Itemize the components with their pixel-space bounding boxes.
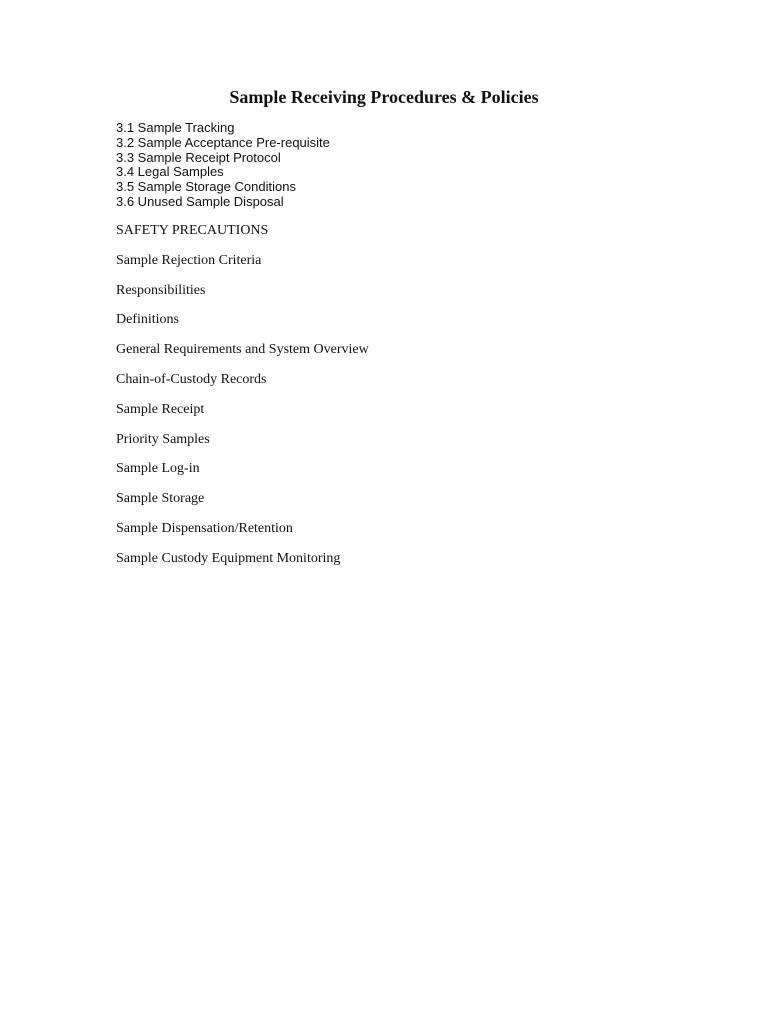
toc-item: 3.2 Sample Acceptance Pre-requisite bbox=[116, 134, 330, 150]
toc-item: 3.4 Legal Samples bbox=[116, 164, 224, 180]
section-heading: Sample Storage bbox=[116, 491, 205, 507]
section-heading: Priority Samples bbox=[116, 431, 210, 447]
section-heading: Sample Receipt bbox=[116, 401, 205, 417]
toc-item: 3.5 Sample Storage Conditions bbox=[116, 179, 296, 195]
section-list bbox=[116, 222, 369, 580]
document-title: Sample Receiving Procedures & Policies bbox=[229, 87, 539, 107]
section-heading: Sample Custody Equipment Monitoring bbox=[116, 550, 341, 566]
section-heading: Definitions bbox=[116, 312, 179, 328]
section-heading: Sample Dispensation/Retention bbox=[116, 520, 293, 536]
section-heading: Chain-of-Custody Records bbox=[116, 371, 267, 387]
toc-item: 3.1 Sample Tracking bbox=[116, 120, 235, 135]
section-heading: Responsibilities bbox=[116, 282, 206, 298]
section-heading: Sample Log-in bbox=[116, 461, 200, 477]
toc-item: 3.6 Unused Sample Disposal bbox=[116, 193, 284, 209]
section-heading: Sample Rejection Criteria bbox=[116, 252, 262, 268]
toc-item: 3.3 Sample Receipt Protocol bbox=[116, 149, 281, 165]
section-heading: SAFETY PRECAUTIONS bbox=[116, 223, 269, 238]
toc-list bbox=[116, 121, 330, 210]
section-heading: General Requirements and System Overview bbox=[116, 342, 369, 358]
